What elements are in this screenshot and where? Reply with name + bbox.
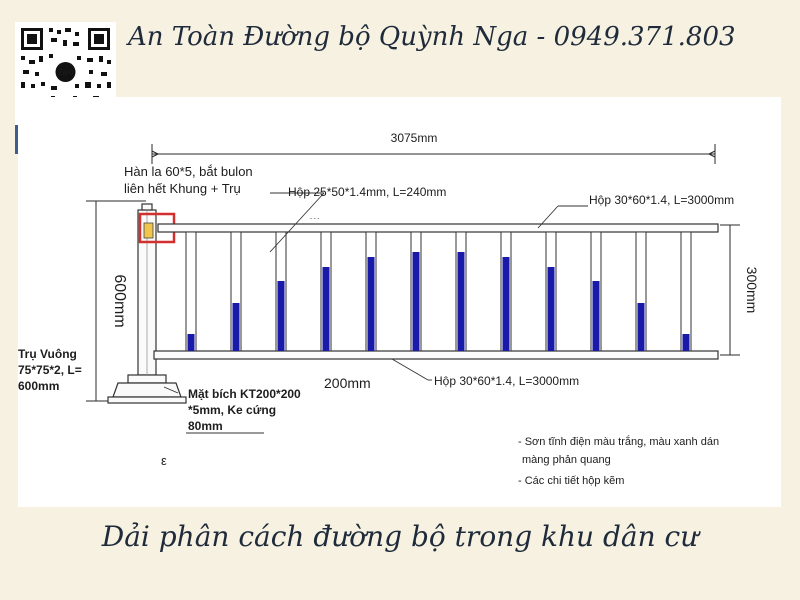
vertical-bar: [186, 232, 196, 351]
caption-title: Dải phân cách đường bộ trong khu dân cư: [101, 520, 699, 553]
svg-text:- - -: - - -: [310, 216, 320, 222]
reflective-band: [458, 252, 465, 351]
svg-text:Zalo: Zalo: [57, 68, 74, 77]
note-line-2: màng phản quang: [522, 454, 611, 466]
reflective-band: [188, 334, 195, 351]
vertical-bar: [681, 232, 691, 351]
right-height-label: 300mm: [744, 266, 760, 314]
note-line-3: - Các chi tiết hộp kẽm: [518, 475, 625, 487]
reflective-band: [233, 303, 240, 351]
flange-label-line-2: *5mm, Ke cứng: [188, 403, 277, 417]
technical-drawing: [18, 97, 781, 507]
left-height-label: 600mm: [111, 274, 128, 328]
stray-mark: ε: [161, 453, 167, 468]
vertical-bars: [186, 232, 691, 351]
weld-note-line-2: liên hết Khung + Trụ: [124, 181, 241, 196]
bottom-box-label: Hộp 30*60*1.4, L=3000mm: [434, 374, 580, 388]
width-dimension-label: 3075mm: [390, 131, 438, 145]
reflective-band: [323, 267, 330, 351]
small-box-label: Hộp 25*50*1.4mm, L=240mm: [288, 185, 447, 199]
top-rail: [158, 224, 718, 232]
flange-label-line-1: Mặt bích KT200*200: [188, 387, 301, 401]
reflective-band: [278, 281, 285, 351]
reflective-band: [503, 257, 510, 351]
reflective-band: [548, 267, 555, 351]
reflective-band: [413, 252, 420, 351]
bottom-rail: [154, 351, 718, 359]
post-label-line-2: 75*75*2, L=: [18, 363, 82, 377]
page-title: An Toàn Đường bộ Quỳnh Nga - 0949.371.803: [128, 22, 736, 52]
top-box-label: Hộp 30*60*1.4, L=3000mm: [589, 193, 735, 207]
flange-label-line-3: 80mm: [188, 419, 223, 433]
fence-diagram: [18, 97, 781, 507]
post-label-line-3: 600mm: [18, 379, 60, 393]
reflective-band: [593, 281, 600, 351]
note-line-1: - Sơn tĩnh điện màu trắng, màu xanh dán: [518, 436, 720, 448]
post-label-line-1: Trụ Vuông: [18, 347, 77, 361]
reflective-band: [638, 303, 645, 351]
gap-dimension-label: 200mm: [324, 375, 371, 391]
reflective-band: [683, 334, 690, 351]
weld-note-line-1: Hàn la 60*5, bắt bulon: [124, 164, 253, 179]
reflective-band: [368, 257, 375, 351]
